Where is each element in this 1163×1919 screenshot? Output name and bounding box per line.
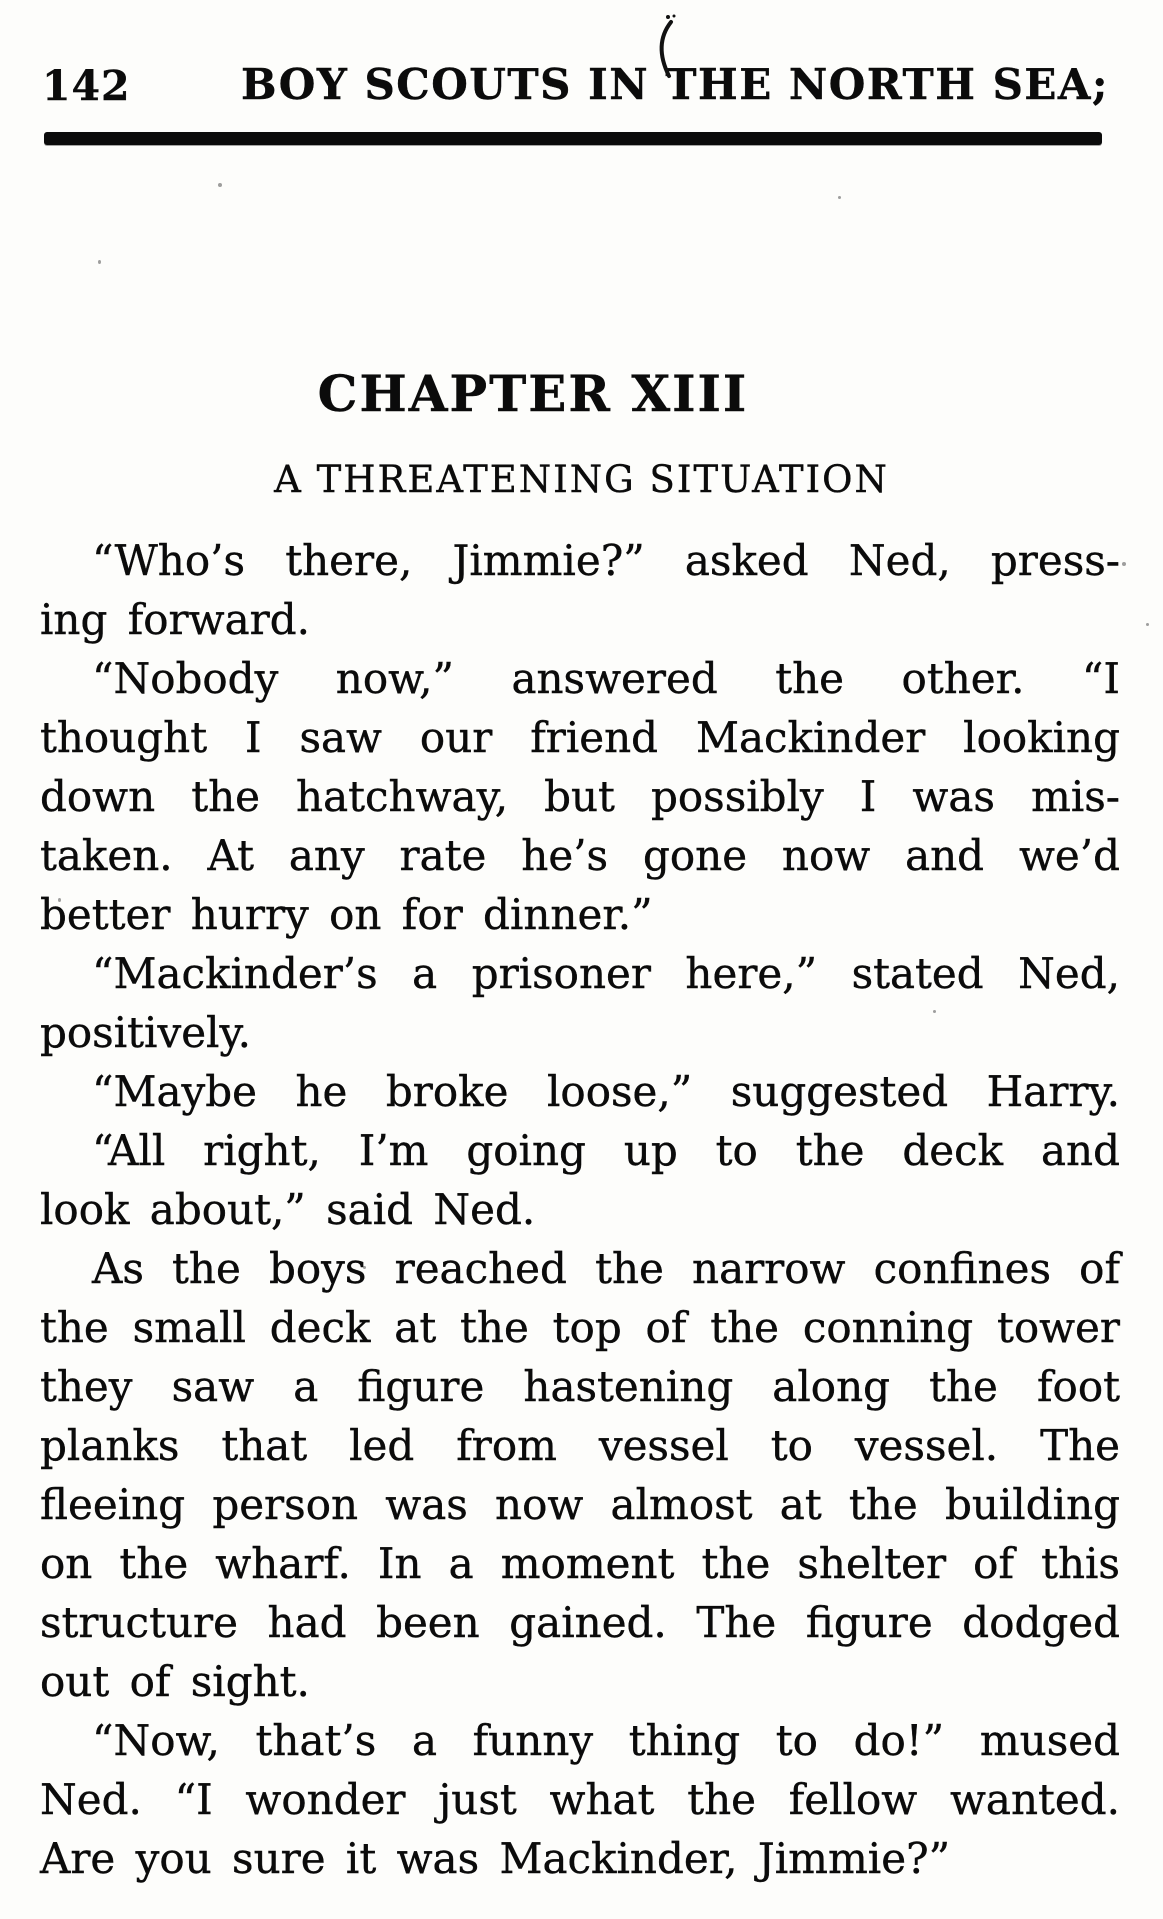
paragraph	[40, 944, 1120, 1062]
text-line: “Nobody now,” answered the other. “I	[92, 654, 1120, 703]
paragraph	[40, 1711, 1120, 1888]
text-line: thought I saw our friend Mackinder looking	[40, 713, 1120, 762]
text-line: taken. At any rate he’s gone now and we’d	[40, 831, 1120, 880]
ink-smudge-mark	[648, 14, 682, 84]
header-rule	[44, 132, 1102, 145]
text-line: planks that led from vessel to vessel. The	[40, 1421, 1120, 1470]
text-line: “All right, I’m going up to the deck and	[92, 1126, 1120, 1175]
text-line: down the hatchway, but possibly I was mis-	[40, 772, 1120, 821]
text-line: structure had been gained. The figure dodged	[40, 1598, 1120, 1647]
text-line: out of sight.	[40, 1657, 310, 1706]
scan-speck	[1122, 562, 1126, 566]
scan-speck	[98, 260, 101, 264]
text-block	[40, 531, 1120, 1888]
scan-speck	[933, 1010, 936, 1013]
text-line: ing forward.	[40, 595, 310, 644]
text-line: Are you sure it was Mackinder, Jimmie?”	[40, 1834, 951, 1883]
text-line: Ned. “I wonder just what the fellow wanted.	[40, 1775, 1120, 1824]
text-line: the small deck at the top of the conning tower	[40, 1303, 1120, 1352]
text-line: better hurry on for dinner.”	[40, 890, 653, 939]
chapter-subtitle: A THREATENING SITUATION	[274, 458, 889, 501]
scan-speck	[838, 196, 841, 199]
text-line: fleeing person was now almost at the building	[40, 1480, 1120, 1529]
text-line: “Maybe he broke loose,” suggested Harry.	[92, 1067, 1120, 1116]
text-line: As the boys reached the narrow confines of	[92, 1244, 1120, 1293]
text-line: on the wharf. In a moment the shelter of this	[40, 1539, 1120, 1588]
text-line: look about,” said Ned.	[40, 1185, 536, 1234]
text-line: “Who’s there, Jimmie?” asked Ned, press-	[92, 536, 1120, 585]
paragraph	[40, 531, 1120, 649]
paragraph	[40, 1062, 1120, 1121]
scan-speck	[1146, 623, 1149, 626]
running-title: BOY SCOUTS IN THE NORTH SEA;	[240, 60, 1109, 109]
text-line: they saw a figure hastening along the foot	[40, 1362, 1120, 1411]
text-line: “Mackinder’s a prisoner here,” stated Ned,	[92, 949, 1120, 998]
text-line: “Now, that’s a funny thing to do!” mused	[92, 1716, 1120, 1765]
text-line: positively.	[40, 1008, 251, 1057]
scan-speck	[218, 183, 222, 187]
paragraph	[40, 649, 1120, 944]
page-number: 142	[42, 62, 131, 110]
chapter-heading: CHAPTER XIII	[317, 364, 749, 423]
paragraph	[40, 1121, 1120, 1239]
scan-speck	[58, 898, 61, 902]
paragraph	[40, 1239, 1120, 1711]
scan-speck	[363, 1266, 366, 1269]
